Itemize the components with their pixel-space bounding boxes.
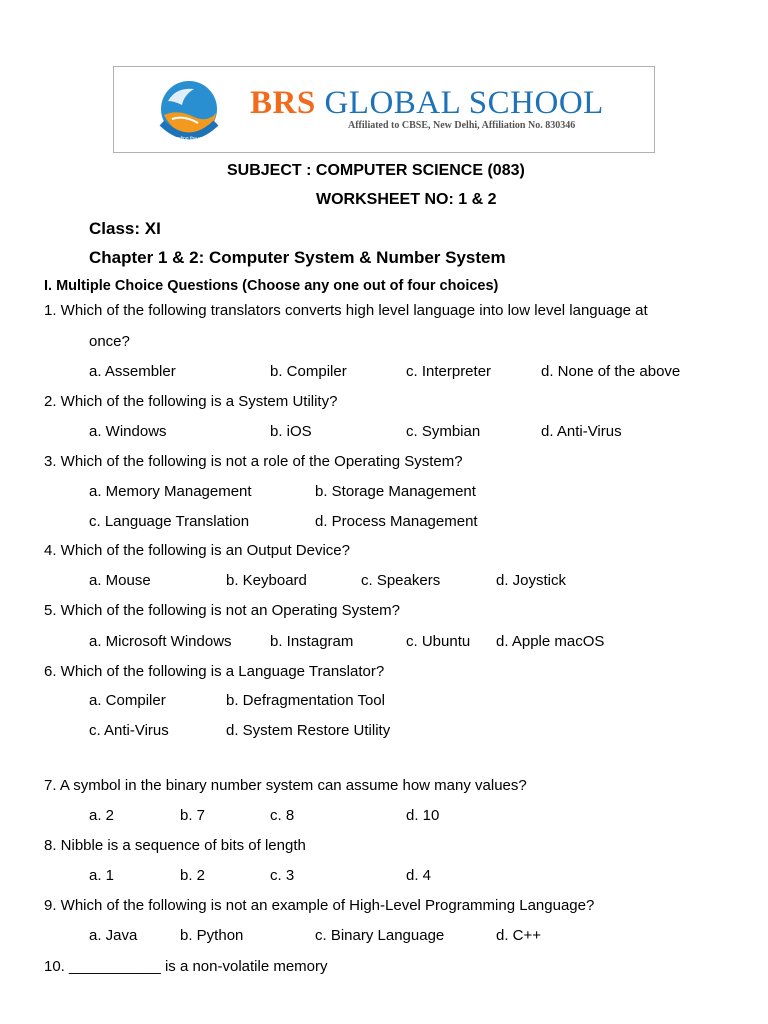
option-a: a. 1 [89,867,115,884]
subject-title: SUBJECT : COMPUTER SCIENCE (083) [227,162,525,179]
question-text: 2. Which of the following is a System Utility? [44,393,338,410]
option-d: d. System Restore Utility [226,722,391,739]
option-b: b. 2 [180,867,206,884]
brand-school: GLOBAL SCHOOL [315,85,604,121]
question-text: 6. Which of the following is a Language Translator? [44,663,385,680]
option-d: d. Anti-Virus [541,423,622,440]
school-emblem-icon [154,79,224,143]
question-text: 7. A symbol in the binary number system can assume how many values? [44,777,527,794]
worksheet-title: WORKSHEET NO: 1 & 2 [316,191,497,208]
option-c: c. 8 [270,807,295,824]
option-d: d. 10 [406,807,440,824]
option-c: c. 3 [270,867,295,884]
option-c: c. Ubuntu [406,633,471,650]
chapter-title: Chapter 1 & 2: Computer System & Number System [89,248,506,267]
option-d: d. Joystick [496,572,567,589]
option-d: d. Process Management [315,513,478,530]
question-text: 8. Nibble is a sequence of bits of length [44,837,306,854]
option-a: a. Assembler [89,363,176,380]
brand-brs: BRS [250,85,316,121]
option-c: c. Language Translation [89,513,250,530]
option-b: b. Storage Management [315,483,476,500]
brand-name [250,85,604,121]
emblem-text: Leading the way [170,136,208,142]
option-b: b. 7 [180,807,206,824]
option-c: c. Binary Language [315,927,445,944]
question-text: 1. Which of the following translators converts high level language into low level language at [44,302,648,319]
option-b: b. Defragmentation Tool [226,692,385,709]
option-b: b. Keyboard [226,572,307,589]
affiliation-text: Affiliated to CBSE, New Delhi, Affiliation No. 830346 [348,120,576,131]
option-b: b. iOS [270,423,312,440]
option-b: b. Instagram [270,633,354,650]
question-text: 4. Which of the following is an Output Device? [44,542,350,559]
option-c: c. Symbian [406,423,481,440]
option-c: c. Anti-Virus [89,722,169,739]
question-text-cont: once? [89,333,130,350]
option-a: a. Windows [89,423,167,440]
question-text: 9. Which of the following is not an example of High-Level Programming Language? [44,897,595,914]
option-c: c. Speakers [361,572,441,589]
question-text: 5. Which of the following is not an Operating System? [44,602,401,619]
question-text: 3. Which of the following is not a role of the Operating System? [44,453,463,470]
option-a: a. Memory Management [89,483,252,500]
question-text: 10. ___________ is a non-volatile memory [44,958,328,975]
option-b: b. Compiler [270,363,347,380]
option-d: d. C++ [496,927,542,944]
option-d: d. Apple macOS [496,633,605,650]
option-d: d. None of the above [541,363,681,380]
school-header [113,66,655,153]
option-a: a. 2 [89,807,115,824]
option-a: a. Compiler [89,692,166,709]
section-title: I. Multiple Choice Questions (Choose any one out of four choices) [44,278,499,294]
class-label: Class: XI [89,219,161,238]
option-a: a. Microsoft Windows [89,633,232,650]
option-a: a. Java [89,927,138,944]
option-d: d. 4 [406,867,432,884]
option-c: c. Interpreter [406,363,492,380]
option-a: a. Mouse [89,572,151,589]
option-b: b. Python [180,927,244,944]
brand-block [250,85,604,131]
